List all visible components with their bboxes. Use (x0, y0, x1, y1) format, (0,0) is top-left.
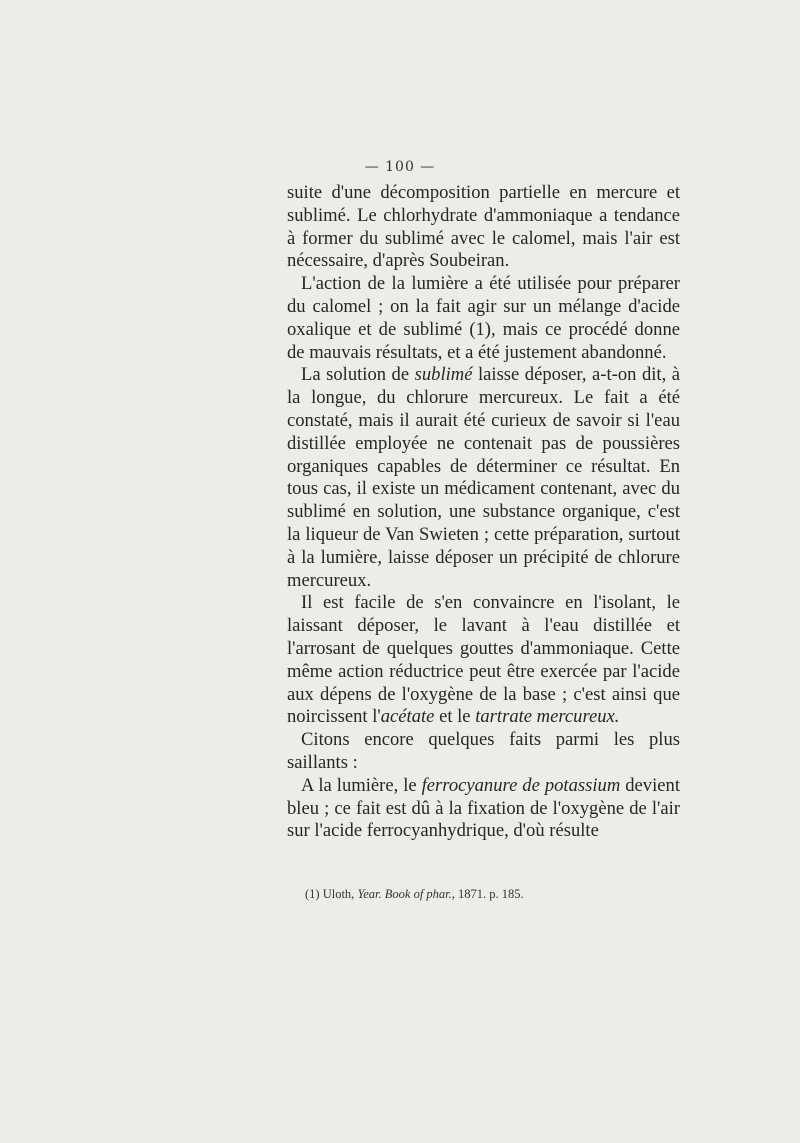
paragraph-4 (287, 592, 680, 729)
footnote-end: , 1871. p. 185. (451, 887, 524, 901)
paragraph-6 (287, 775, 680, 843)
paragraph-3-rest: laisse déposer, a-t-on dit, à la longue, du chlorure mercureux. Le fait a été constaté, mais il aurait été curieux de savoir si l'eau distillée employée ne contenait pas de poussières organiques capables de déterminer ce résultat. En tous cas, il existe un médicament contenant, avec du sublimé en solution, une substance organique, c'est la liqueur de Van Swieten ; cette préparation, surtout à la lumière, laisse déposer un précipité de chlorure mercureux. (287, 364, 680, 591)
paragraph-4-italic-2: tartrate mercureux. (475, 706, 620, 728)
body-text (287, 182, 680, 843)
paragraph-6-start: A la lumière, le (301, 774, 422, 796)
footnote-start: (1) Uloth, (305, 887, 358, 901)
paragraph-5: Citons encore quelques faits parmi les plus saillants : (287, 729, 680, 773)
paragraph-6-rest: devient bleu ; ce fait est dû à la fixation de l'oxygène de l'air sur l'acide ferrocyanhydrique, d'où résulte (287, 774, 680, 842)
paragraph-4-mid: et le (434, 706, 476, 728)
paragraph-2: L'action de la lumière a été utilisée pour préparer du calomel ; on la fait agir sur un mélange d'acide oxalique et de sublimé (1), mais ce procédé donne de mauvais résultats, et a été justement abandonné. (287, 273, 680, 363)
footnote-italic: Year. Book of phar. (357, 887, 452, 901)
paragraph-4-italic-1: acétate (380, 706, 435, 728)
paragraph-3-italic: sublimé (414, 364, 473, 386)
page-number: — 100 — (364, 159, 436, 175)
footnote (305, 887, 524, 902)
paragraph-4-start: Il est facile de s'en convaincre en l'isolant, le laissant déposer, le lavant à l'eau distillée et l'arrosant de quelques gouttes d'ammoniaque. Cette même action réductrice peut être exercée par l'acide aux dépens de l'oxygène de la base ; c'est ainsi que noircissent l' (287, 592, 680, 728)
paragraph-3-start: La solution de (301, 364, 415, 386)
paragraph-3 (287, 364, 680, 592)
paragraph-6-italic: ferrocyanure de potassium (421, 774, 621, 796)
paragraph-1: suite d'une décomposition partielle en mercure et sublimé. Le chlorhydrate d'ammoniaque a tendance à former du sublimé avec le calomel, mais l'air est nécessaire, d'après Soubeiran. (287, 182, 680, 272)
